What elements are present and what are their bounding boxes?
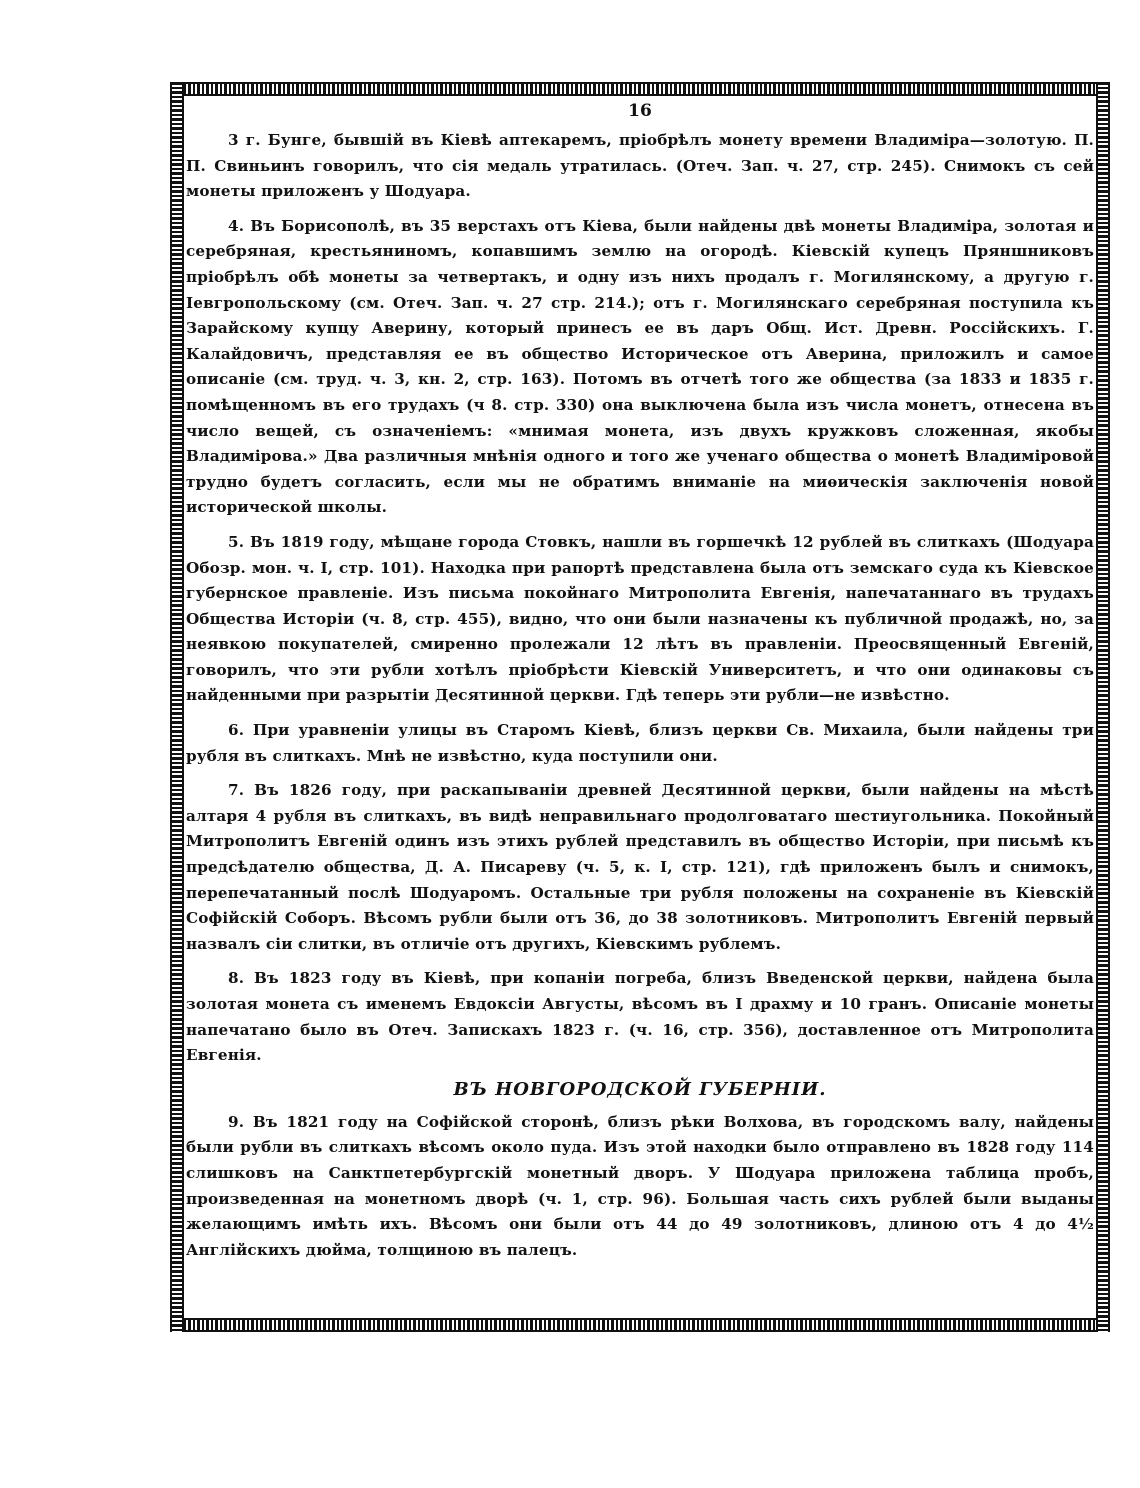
section-heading: ВЪ НОВГОРОДСКОЙ ГУБЕРНІИ.: [453, 1078, 827, 1100]
paragraph-6: 6. При уравненіи улицы въ Старомъ Кіевѣ, близъ церкви Св. Михаила, были найдены три рубля въ слиткахъ. Мнѣ не извѣстно, куда поступили они.: [186, 721, 1094, 765]
paragraph-7: 7. Въ 1826 году, при раскапываніи древней Десятинной церкви, были найдены на мѣстѣ алтаря 4 рубля въ слиткахъ, въ видѣ неправильнаго продолговатаго шестиугольника. Покойный Митрополитъ Евгеній одинъ изъ этихъ рублей представилъ въ общество Исторіи, при письмѣ къ предсѣдателю общества, Д. А. Писареву (ч. 5, к. I, стр. 121), гдѣ приложенъ былъ и снимокъ, перепечатанный послѣ Шодуаромъ. Остальные три рубля положены на сохраненіе въ Кіевскій Софійскій Соборъ. Вѣсомъ рубли были отъ 36, до 38 золотниковъ. Митрополитъ Евгеній первый назвалъ сіи слитки, въ отличіе отъ другихъ, Кіевскимъ рублемъ.: [186, 781, 1094, 953]
border-top: [170, 82, 1110, 96]
border-left: [170, 82, 184, 1332]
page-number: 16: [628, 101, 652, 121]
paragraph-8: 8. Въ 1823 году въ Кіевѣ, при копаніи погреба, близъ Введенской церкви, найдена была золотая монета съ именемъ Евдоксіи Августы, вѣсомъ въ I драхму и 10 гранъ. Описаніе монеты напечатано было въ Отеч. Запискахъ 1823 г. (ч. 16, стр. 356), доставленное отъ Митрополита Евгенія.: [186, 969, 1094, 1065]
paragraph-4: 4. Въ Борисополѣ, въ 35 верстахъ отъ Кіева, были найдены двѣ монеты Владиміра, золотая и серебряная, крестьяниномъ, копавшимъ землю на огородѣ. Кіевскій купецъ Пряншниковъ пріобрѣлъ обѣ монеты за четвертакъ, и одну изъ нихъ продалъ г. Могилянскому, а другую г. Іевгропольскому (см. Отеч. Зап. ч. 27 стр. 214.); отъ г. Могилянскаго серебряная поступила къ Зарайскому купцу Аверину, который принесъ ее въ даръ Общ. Ист. Древн. Россійскихъ. Г. Калайдовичъ, представляя ее въ общество Историческое отъ Аверина, приложилъ и самое описаніе (см. труд. ч. 3, кн. 2, стр. 163). Потомъ въ отчетѣ того же общества (за 1833 и 1835 г. помѣщенномъ въ его трудахъ (ч 8. стр. 330) она выключена была изъ числа монетъ, отнесена въ число вещей, съ означеніемъ: «мнимая монета, изъ двухъ кружковъ сложенная, якобы Владимірова.» Два различныя мнѣнія одного и того же ученаго общества о монетѣ Владиміровой трудно будетъ согласить, если мы не обратимъ вниманіе на миѳическія заключенія новой исторической школы.: [186, 216, 1094, 517]
paragraph-9: 9. Въ 1821 году на Софійской сторонѣ, близъ рѣки Волхова, въ городскомъ валу, найдены были рубли въ слиткахъ вѣсомъ около пуда. Изъ этой находки было отправлено въ 1828 году 114 слишковъ на Санктпетербургскій монетный дворъ. У Шодуара приложена таблица пробъ, произведенная на монетномъ дворѣ (ч. 1, стр. 96). Большая часть сихъ рублей были выданы желающимъ имѣть ихъ. Вѣсомъ они были отъ 44 до 49 золотниковъ, длиною отъ 4 до 4½ Англійскихъ дюйма, толщиною въ палецъ.: [186, 1112, 1094, 1259]
border-right: [1096, 82, 1110, 1332]
page-content: [186, 100, 1094, 1314]
ornamental-frame: [170, 82, 1110, 1332]
paragraph-3: 3 г. Бунге, бывшій въ Кіевѣ аптекаремъ, пріобрѣлъ монету времени Владиміра—золотую. П. П. Свиньинъ говорилъ, что сія медаль утратилась. (Отеч. Зап. ч. 27, стр. 245). Снимокъ съ сей монеты приложенъ у Шодуара.: [186, 131, 1094, 201]
border-bottom: [170, 1318, 1110, 1332]
paragraph-5: 5. Въ 1819 году, мѣщане города Стовкъ, нашли въ горшечкѣ 12 рублей въ слиткахъ (Шодуара Обозр. мон. ч. I, стр. 101). Находка при рапортѣ представлена была отъ земскаго суда къ Кіевское губернское правленіе. Изъ письма покойнаго Митрополита Евгенія, напечатаннаго въ трудахъ Общества Исторіи (ч. 8, стр. 455), видно, что они были назначены къ публичной продажѣ, но, за неявкою покупателей, смиренно пролежали 12 лѣтъ въ правленіи. Преосвященный Евгеній, говорилъ, что эти рубли хотѣлъ пріобрѣсти Кіевскій Университетъ, и что они одинаковы съ найденными при разрытіи Десятинной церкви. Гдѣ теперь эти рубли—не извѣстно.: [186, 532, 1094, 705]
